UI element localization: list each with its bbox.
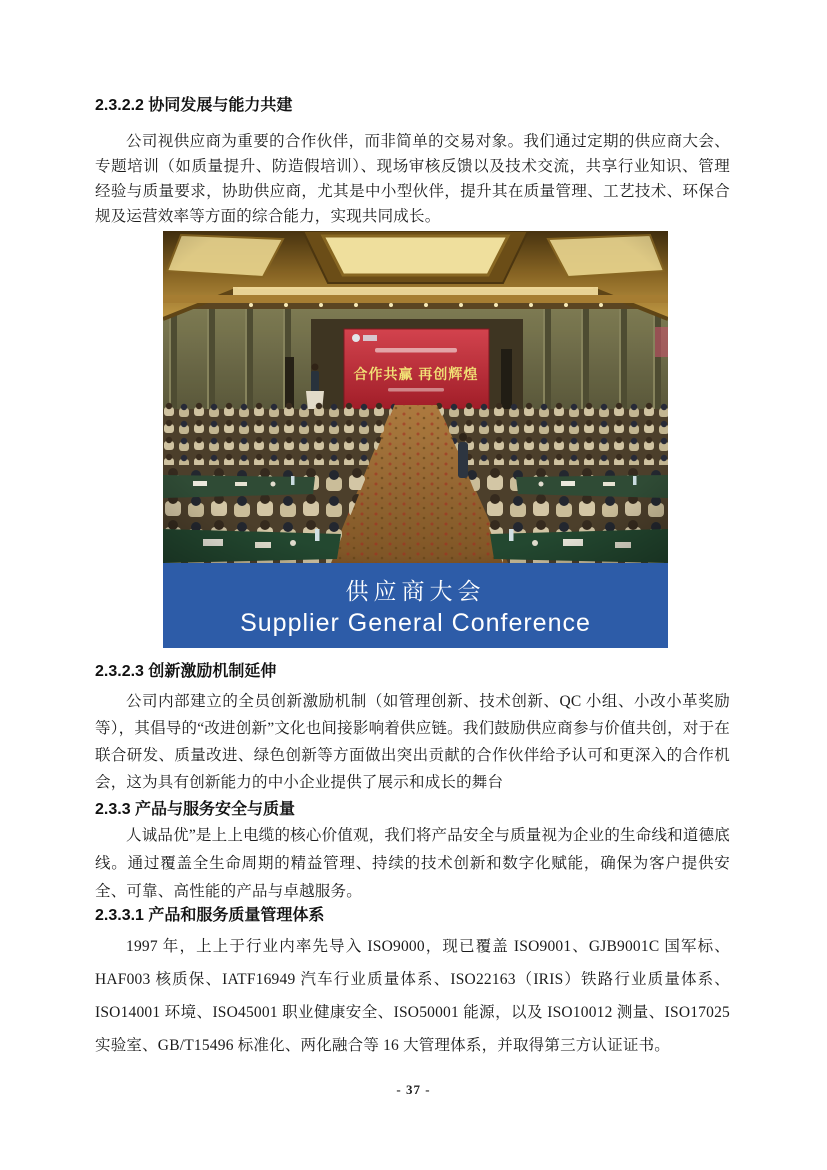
paragraph-collaboration: 公司视供应商为重要的合作伙伴，而非简单的交易对象。我们通过定期的供应商大会、专题培训（如质量提升、防造假培训）、现场审核反馈以及技术交流，共享行业知识、管理经验与质量要求，协助供应商，尤其是中小型伙伴，提升其在质量管理、工艺技术、环保合规及运营效率等方面的综合能力，实现共同成长。 bbox=[95, 133, 730, 225]
supplier-conference-figure bbox=[163, 231, 668, 648]
paragraph-innovation-incentive: 公司内部建立的全员创新激励机制（如管理创新、技术创新、QC 小组、小改小革奖励等），其倡导的“改进创新”文化也间接影响着供应链。我们鼓励供应商参与价值共创，对于在联合研发、质量改进、绿色创新等方面做出突出贡献的合作伙伴给予认可和更深入的合作机会，这为具有创新能力的中小企业提供了展示和成长的舞台 bbox=[95, 693, 730, 791]
figure-caption-chinese: 供应商大会 bbox=[345, 578, 486, 604]
conference-photo bbox=[163, 231, 668, 563]
figure-caption-english: Supplier General Conference bbox=[240, 609, 591, 637]
section-heading-2-3-3-1: 2.3.3.1 产品和服务质量管理体系 bbox=[95, 907, 325, 924]
section-heading-2-3-3: 2.3.3 产品与服务安全与质量 bbox=[95, 801, 296, 818]
figure-caption bbox=[163, 563, 668, 648]
paragraph-quality-system: 1997 年，上上于行业内率先导入 ISO9000，现已覆盖 ISO9001、GJB9001C 国军标、HAF003 核质保、IATF16949 汽车行业质量体系、ISO22163（IRIS）铁路行业质量体系、ISO14001 环境、ISO45001 职业健康安全、ISO50001 能源，以及 ISO10012 测量、ISO17025 实验室、GB/T15496 标准化、两化融合等 16 大管理体系，并取得第三方认证证书。 bbox=[95, 938, 730, 1054]
paragraph-product-safety: 人诚品优”是上上电缆的核心价值观，我们将产品安全与质量视为企业的生命线和道德底线。通过覆盖全生命周期的精益管理、持续的技术创新和数字化赋能，确保为客户提供安全、可靠、高性能的产品与卓越服务。 bbox=[95, 827, 730, 900]
section-heading-2-3-2-2: 2.3.2.2 协同发展与能力共建 bbox=[95, 97, 293, 114]
section-heading-2-3-2-3: 2.3.2.3 创新激励机制延伸 bbox=[95, 663, 277, 680]
page-number: - 37 - bbox=[396, 1082, 431, 1097]
conference-photo-illustration bbox=[163, 231, 668, 563]
